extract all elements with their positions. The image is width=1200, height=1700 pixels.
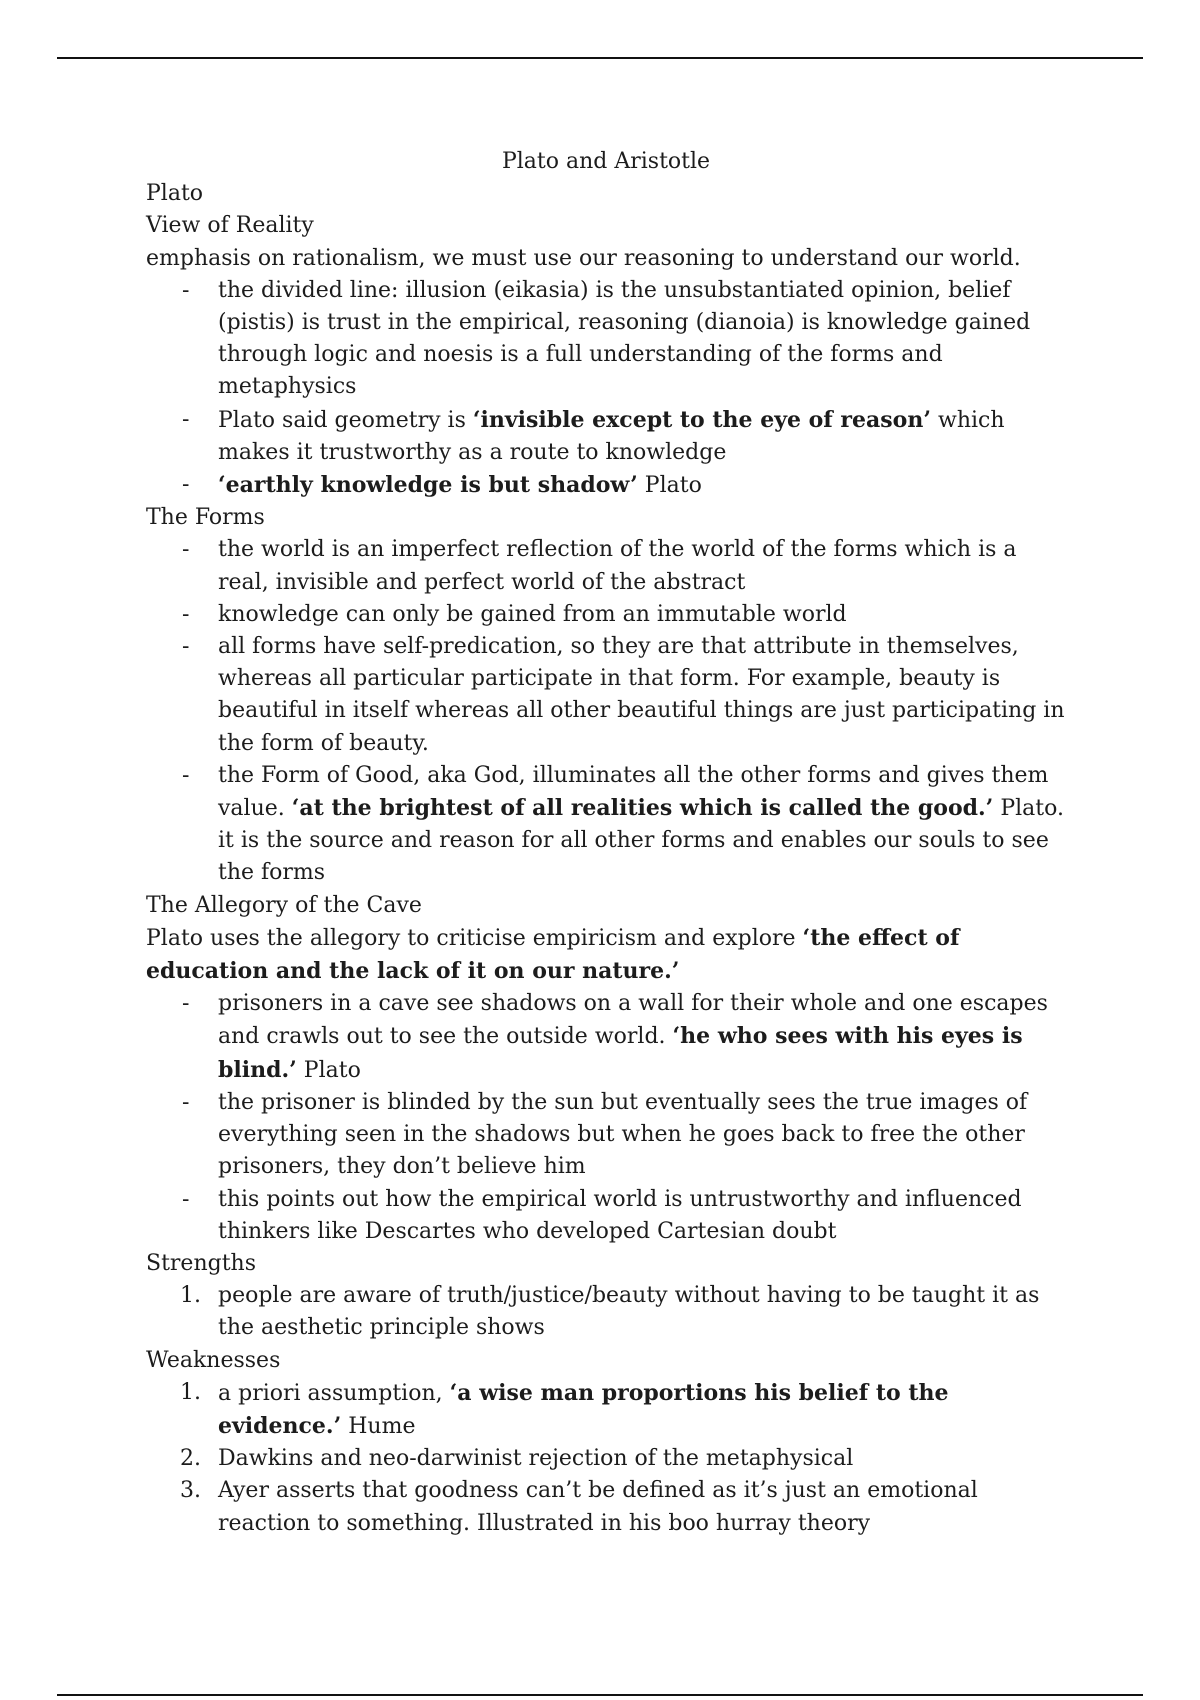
list-item: 3. Ayer asserts that goodness can’t be defined as it’s just an emotional reaction to something. Illustrated in his boo hurray theory xyxy=(146,1475,1066,1539)
list-number: 1. xyxy=(180,1283,201,1309)
bullet-marker: - xyxy=(182,472,190,498)
strengths-list xyxy=(146,1280,1066,1344)
bullet-marker: - xyxy=(182,1089,190,1115)
view-bullet-list xyxy=(146,275,1066,502)
bullet-marker: - xyxy=(182,1186,190,1212)
list-item: - ‘earthly knowledge is but shadow’ Plato xyxy=(146,469,1066,502)
heading-view-of-reality: View of Reality xyxy=(146,213,314,239)
heading-strengths: Strengths xyxy=(146,1250,256,1276)
heading-allegory-of-the-cave: The Allegory of the Cave xyxy=(146,892,422,918)
forms-bullet-list xyxy=(146,534,1066,889)
bullet-marker: - xyxy=(182,277,190,303)
top-border-line xyxy=(57,57,1143,59)
quote: ‘at the brightest of all realities which is called the good.’ xyxy=(291,795,994,822)
list-item: - Plato said geometry is ‘invisible except to the eye of reason’ which makes it trustworthy as a route to knowledge xyxy=(146,404,1066,469)
list-item: - this points out how the empirical world is untrustworthy and influenced thinkers like Descartes who developed Cartesian doubt xyxy=(146,1184,1066,1248)
document-body xyxy=(146,146,1066,1540)
list-number: 3. xyxy=(180,1478,201,1504)
list-number: 2. xyxy=(180,1446,201,1472)
list-number: 1. xyxy=(180,1379,201,1405)
heading-the-forms: The Forms xyxy=(146,505,265,531)
list-item: - the Form of Good, aka God, illuminates all the other forms and gives them value. ‘at the brightest of all realities which is called the good.’ Plato. it is the source and reason for all other forms and enables our souls to see the forms xyxy=(146,760,1066,890)
bullet-marker: - xyxy=(182,991,190,1017)
quote: ‘the effect of education and the lack of it on our nature.’ xyxy=(146,924,960,985)
bullet-marker: - xyxy=(182,601,190,627)
list-item: - the world is an imperfect reflection of the world of the forms which is a real, invisible and perfect world of the abstract xyxy=(146,534,1066,598)
list-item: - knowledge can only be gained from an immutable world xyxy=(146,599,1066,631)
bottom-border-line xyxy=(57,1694,1143,1696)
quote: ‘he who sees with his eyes is blind.’ xyxy=(218,1023,1023,1083)
quote: ‘invisible except to the eye of reason’ xyxy=(472,406,931,433)
bullet-marker: - xyxy=(182,537,190,563)
heading-weaknesses: Weaknesses xyxy=(146,1347,281,1373)
view-intro: emphasis on rationalism, we must use our reasoning to understand our world. xyxy=(146,245,1021,271)
list-item: 1. a priori assumption, ‘a wise man proportions his belief to the evidence.’ Hume xyxy=(146,1377,1066,1443)
list-item: - prisoners in a cave see shadows on a wall for their whole and one escapes and crawls out to see the outside world. ‘he who sees with his eyes is blind.’ Plato xyxy=(146,988,1066,1087)
quote: ‘a wise man proportions his belief to the evidence.’ xyxy=(218,1379,949,1439)
list-item: - the divided line: illusion (eikasia) is the unsubstantiated opinion, belief (pistis) is trust in the empirical, reasoning (dianoia) is knowledge gained through logic and noesis is a full understanding of the forms and metaphysics xyxy=(146,275,1066,404)
bullet-marker: - xyxy=(182,634,190,660)
quote: ‘earthly knowledge is but shadow’ xyxy=(218,472,638,499)
heading-plato: Plato xyxy=(146,181,204,207)
document-title: Plato and Aristotle xyxy=(501,149,711,174)
cave-intro: Plato uses the allegory to criticise empiricism and explore ‘the effect of education and the lack of it on our nature.’ xyxy=(146,924,960,985)
cave-bullet-list xyxy=(146,988,1066,1248)
list-item: 1. people are aware of truth/justice/beauty without having to be taught it as the aesthetic principle shows xyxy=(146,1280,1066,1344)
list-item: 2. Dawkins and neo-darwinist rejection of the metaphysical xyxy=(146,1443,1066,1475)
weaknesses-list xyxy=(146,1377,1066,1540)
list-item: - the prisoner is blinded by the sun but eventually sees the true images of everything seen in the shadows but when he goes back to free the other prisoners, they don’t believe him xyxy=(146,1087,1066,1184)
bullet-marker: - xyxy=(182,406,190,432)
list-item: - all forms have self-predication, so they are that attribute in themselves, whereas all particular participate in that form. For example, beauty is beautiful in itself whereas all other beautiful things are just participating in the form of beauty. xyxy=(146,631,1066,760)
bullet-marker: - xyxy=(182,762,190,788)
